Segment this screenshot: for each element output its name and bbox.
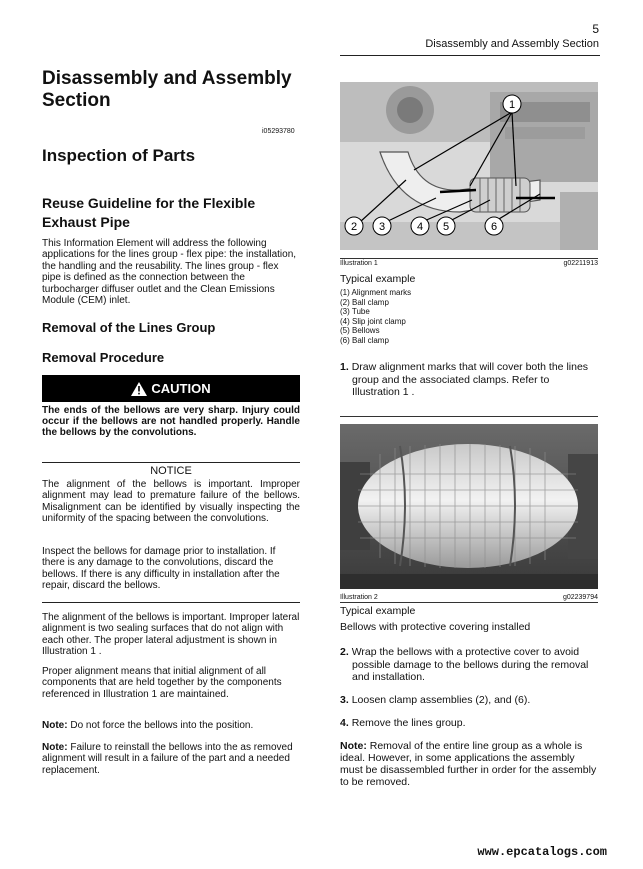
step-1	[340, 361, 598, 399]
note-3-text: Removal of the entire line group as a whole is ideal. However, in some applications the assembly must be disassembled further in order for the assembly to be removed.	[340, 740, 597, 788]
step-2	[340, 646, 598, 684]
note-1-label: Note:	[42, 720, 68, 731]
alignment-paragraph: The alignment of the bellows is important. Improper lateral alignment is two sealing surfaces that do not align with each other. The proper lateral adjustment is shown in Illustration 1 .	[42, 612, 300, 658]
running-title: Disassembly and Assembly Section	[425, 38, 599, 50]
callout-2: 2	[350, 221, 358, 233]
subtitle: Reuse Guideline for the Flexible Exhaust Pipe	[42, 195, 256, 230]
legend-item: (5) Bellows	[340, 326, 380, 336]
illustration-2-subcaption: Bellows with protective covering installed	[340, 621, 531, 633]
callout-4: 4	[416, 221, 424, 233]
page-title: Inspection of Parts	[42, 146, 196, 165]
removal-heading: Removal of the Lines Group	[42, 320, 216, 335]
warning-triangle-icon	[131, 382, 147, 396]
step-4	[340, 717, 598, 730]
notice-rule-bottom	[42, 602, 300, 603]
procedure-heading: Removal Procedure	[42, 350, 165, 365]
note-2	[42, 742, 300, 776]
legend-item: (2) Ball clamp	[340, 297, 389, 307]
notice-text-2: Inspect the bellows for damage prior to installation. If there is any damage to the convolutions, discard the bellows. If there is any difficulty in installation after the repair, discard the bellows.	[42, 546, 280, 592]
illustration-1-label: Illustration 1	[340, 260, 378, 267]
illustration-2-code: g02239794	[562, 594, 598, 601]
step-1-number: 1.	[340, 361, 349, 373]
legend-item: (4) Slip joint clamp	[340, 316, 406, 326]
proper-alignment-paragraph: Proper alignment means that initial alignment of all components that are held together by the components referenced in Illustration 1 are maintained.	[42, 666, 282, 700]
illustration-1-caption-row	[340, 260, 598, 267]
notice-text-1: The alignment of the bellows is important. Improper alignment may lead to premature failure of the bellows. Misalignment can be identified by visually inspecting the uniformity of the spacing between the convolutions.	[42, 479, 300, 525]
intro-paragraph: This Information Element will address the following applications for the lines group - flex pipe: the installation, the handling and the reusability. The lines group - flex pipe is defined as the connection between the turbocharger diffuser outlet and the Clean Emissions Module (CEM) inlet.	[42, 238, 297, 307]
note-3	[340, 740, 598, 788]
step-4-text: Remove the lines group.	[351, 717, 466, 729]
step-3	[340, 694, 598, 707]
wrapped-bellows-photo	[340, 424, 598, 589]
header-rule	[340, 55, 600, 56]
illustration-1-rule	[340, 258, 598, 259]
callout-3: 3	[378, 221, 386, 233]
note-2-text: Failure to reinstall the bellows into the as removed alignment will result in a failure of the part and a needed replacement.	[42, 742, 293, 776]
step-3-text: Loosen clamp assemblies (2), and (6).	[351, 694, 531, 706]
step-2-number: 2.	[340, 646, 349, 658]
illustration-1-caption: Typical example	[340, 273, 416, 285]
note-3-label: Note:	[340, 740, 367, 752]
page-number: 5	[592, 22, 599, 36]
note-2-label: Note:	[42, 742, 68, 753]
legend-item: (3) Tube	[340, 307, 370, 317]
engine-exhaust-drawing	[340, 82, 598, 250]
callout-6: 6	[490, 221, 498, 233]
step-3-number: 3.	[340, 694, 349, 706]
callout-5: 5	[442, 221, 450, 233]
illustration-1-code: g02211913	[563, 260, 598, 267]
note-1	[42, 720, 300, 731]
legend-item: (1) Alignment marks	[340, 288, 412, 297]
caution-banner	[42, 375, 300, 402]
notice-label: NOTICE	[150, 465, 192, 477]
callout-1: 1	[508, 99, 516, 111]
note-1-text: Do not force the bellows into the position.	[67, 720, 254, 731]
section-title: Disassembly and Assembly Section	[42, 68, 292, 111]
illustration-2-caption-row	[340, 594, 598, 601]
watermark: www.epcatalogs.com	[477, 845, 607, 859]
legend-item: (6) Ball clamp	[340, 335, 389, 345]
step-1-rule	[340, 416, 598, 417]
notice-rule-top	[42, 462, 300, 463]
illustration-2-label: Illustration 2	[340, 594, 378, 601]
doc-id: i05293780	[262, 128, 295, 135]
illustration-2-rule	[340, 602, 598, 603]
step-4-number: 4.	[340, 717, 349, 729]
caution-text: The ends of the bellows are very sharp. Injury could occur if the bellows are not handled properly. Handle the bellows by the convolutions.	[42, 405, 300, 438]
illustration-2	[340, 424, 598, 589]
step-2-text: Wrap the bellows with a protective cover to avoid possible damage to the bellows during the removal and installation.	[351, 646, 589, 683]
illustration-2-caption: Typical example	[340, 605, 416, 617]
step-1-text: Draw alignment marks that will cover both the lines group and the associated clamps. Refer to Illustration 1 .	[351, 361, 589, 398]
caution-label: CAUTION	[151, 381, 211, 396]
illustration-1	[340, 82, 598, 250]
illustration-1-legend	[340, 288, 411, 346]
